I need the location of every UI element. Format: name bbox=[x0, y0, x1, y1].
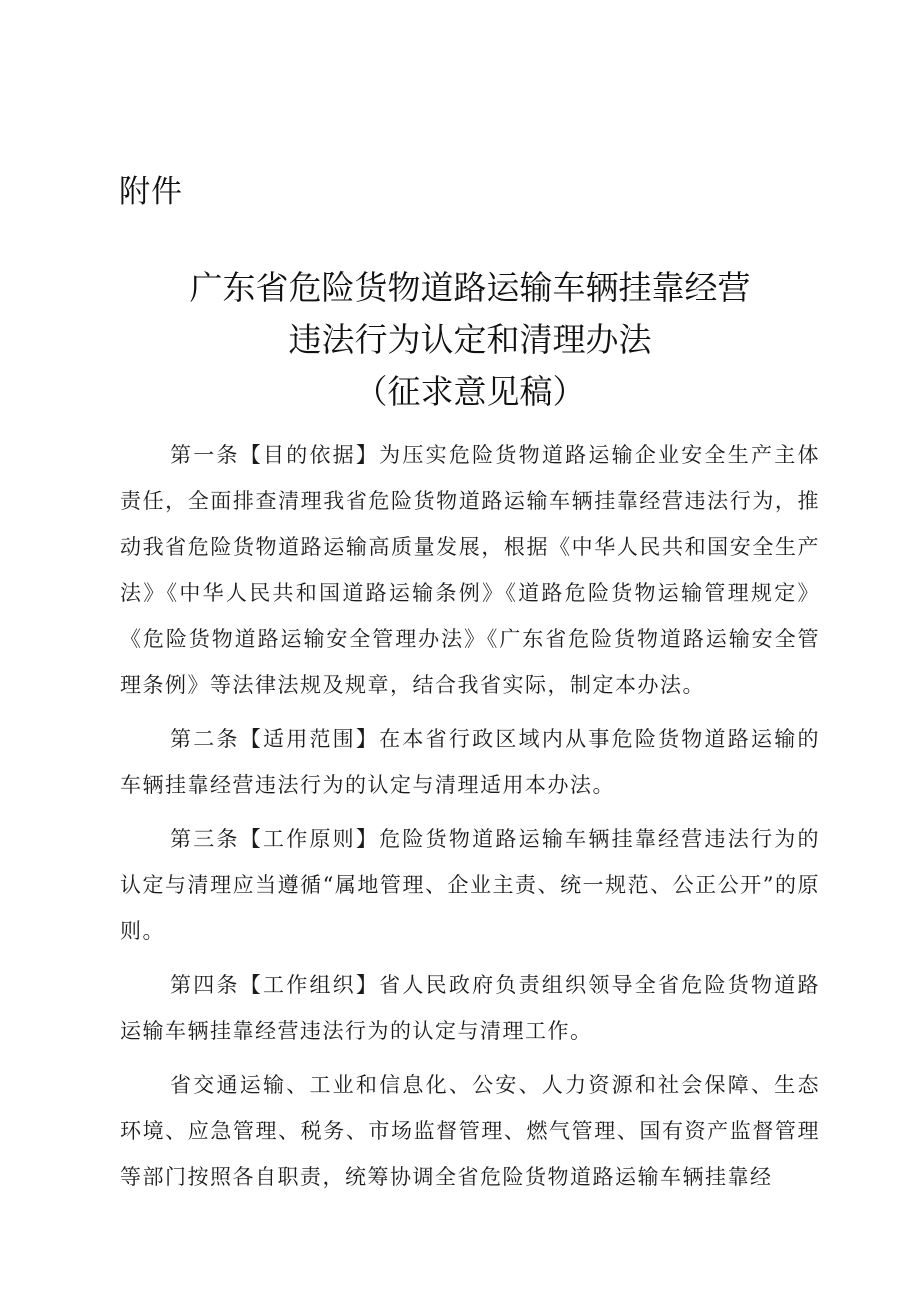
title-line-3: （征求意见稿） bbox=[354, 372, 586, 411]
document-title bbox=[120, 262, 820, 418]
article-2-paragraph: 第二条【适用范围】在本省行政区域内从事危险货物道路运输的车辆挂靠经营违法行为的认定与清理适用本办法。 bbox=[120, 727, 820, 797]
article-4-continuation-paragraph: 省交通运输、工业和信息化、公安、人力资源和社会保障、生态环境、应急管理、税务、市场监督管理、燃气管理、国有资产监督管理等部门按照各自职责，统筹协调全省危险货物道路运输车辆挂靠经 bbox=[120, 1073, 820, 1189]
article-4-paragraph: 第四条【工作组织】省人民政府负责组织领导全省危险货物道路运输车辆挂靠经营违法行为的认定与清理工作。 bbox=[120, 973, 820, 1043]
article-1-paragraph: 第一条【目的依据】为压实危险货物道路运输企业安全生产主体责任，全面排查清理我省危险货物道路运输车辆挂靠经营违法行为，推动我省危险货物道路运输高质量发展，根据《中华人民共和国安全生产法》《中华人民共和国道路运输条例》《道路危险货物运输管理规定》《危险货物道路运输安全管理办法》《广东省危险货物道路运输安全管理条例》等法律法规及规章，结合我省实际，制定本办法。 bbox=[120, 443, 820, 697]
title-line-1: 广东省危险货物道路运输车辆挂靠经营 bbox=[189, 268, 751, 307]
title-line-2: 违法行为认定和清理办法 bbox=[288, 320, 652, 359]
document-body bbox=[120, 432, 820, 1208]
article-3-paragraph: 第三条【工作原则】危险货物道路运输车辆挂靠经营违法行为的认定与清理应当遵循“属地管理、企业主责、统一规范、公正公开”的原则。 bbox=[120, 827, 820, 943]
attachment-label: 附件 bbox=[119, 174, 183, 210]
